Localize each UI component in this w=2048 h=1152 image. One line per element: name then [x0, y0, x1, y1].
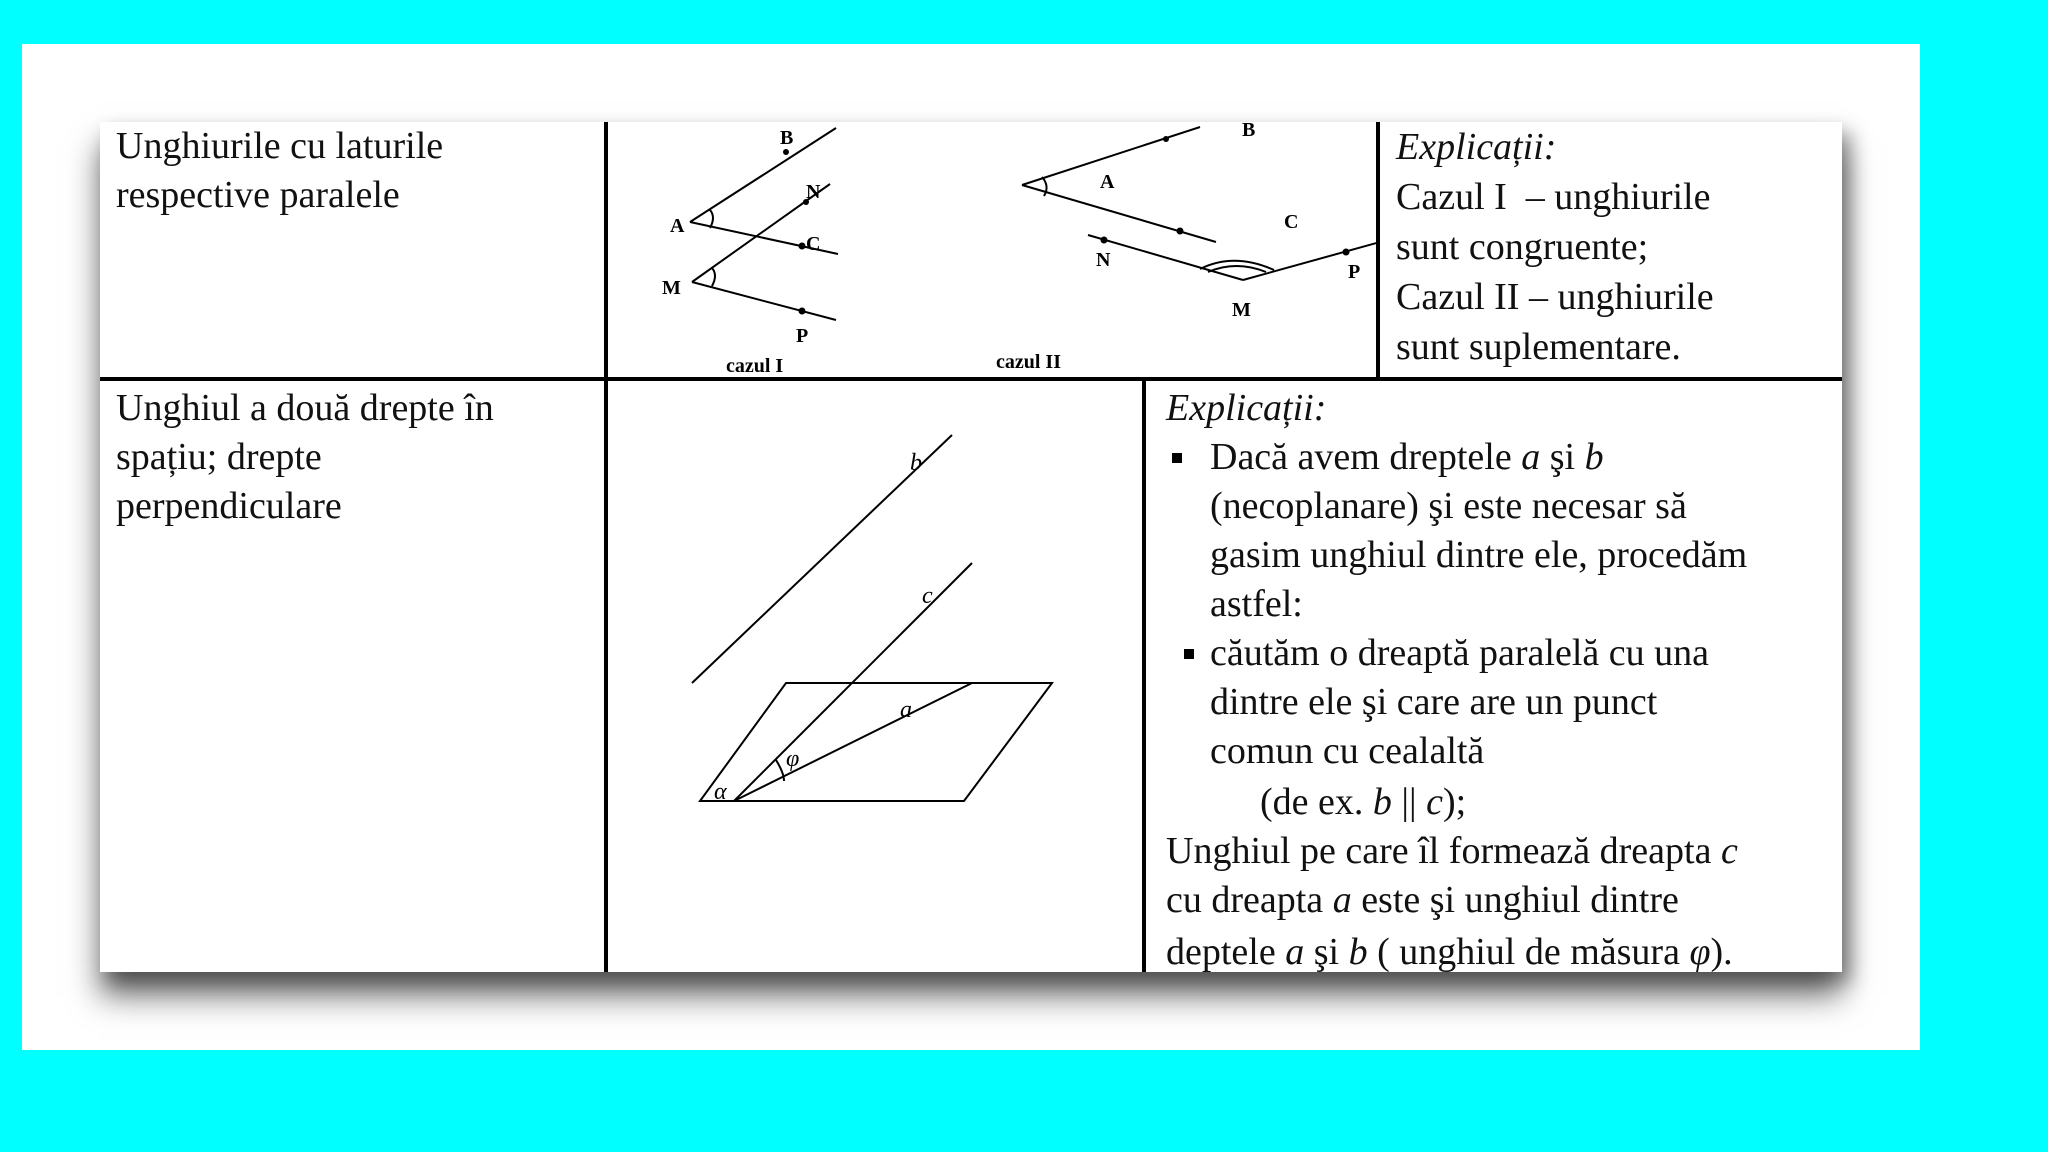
row2-bullet2-line1: căutăm o dreaptă paralelă cu una	[1210, 632, 1709, 674]
row1-title	[116, 122, 596, 220]
label-M2: M	[1232, 299, 1251, 321]
theorem-table	[100, 122, 1842, 972]
row1-explanation-line2: sunt congruente;	[1396, 226, 1649, 268]
row2-bullet2	[1166, 629, 1838, 827]
caption-case2: cazul II	[996, 351, 1061, 373]
skew-lines-figure	[608, 381, 1142, 972]
label-alpha: α	[714, 779, 727, 805]
label-B1: B	[780, 127, 794, 149]
case2-ray-MN	[1088, 235, 1243, 280]
label-C1: C	[806, 233, 821, 255]
case1-ray-AB	[690, 128, 836, 222]
label-N2: N	[1096, 249, 1111, 271]
row2-bullet1-line3: gasim unghiul dintre ele, procedăm	[1210, 534, 1748, 576]
row2-title-line2: spațiu; drepte	[116, 436, 322, 478]
row2-conclusion-line3: deptele a şi b ( unghiul de măsura φ).	[1166, 931, 1733, 973]
point-C2	[1177, 228, 1184, 235]
row2-title-line1: Unghiul a două drepte în	[116, 387, 494, 429]
row2-title-line3: perpendiculare	[116, 485, 342, 527]
row2-conclusion-line2: cu dreapta a este şi unghiul dintre	[1166, 879, 1679, 921]
row2-bullet2-line3: comun cu cealaltă	[1210, 730, 1485, 772]
case1-arc-M	[712, 268, 715, 286]
row1-explanation	[1396, 122, 1836, 372]
bullet-square-icon	[1172, 453, 1182, 463]
label-b: b	[910, 450, 922, 476]
point-B1	[783, 149, 789, 155]
row2-bullet1-line2: (necoplanare) şi este necesar să	[1210, 485, 1687, 527]
row2-bullet1	[1166, 433, 1838, 629]
row1-explanation-line1: Cazul I – unghiurile	[1396, 176, 1711, 218]
row2-bullet1-line1: Dacă avem dreptele a şi b	[1210, 436, 1604, 478]
label-P1: P	[796, 325, 809, 347]
col-divider-right-top	[1376, 122, 1380, 379]
point-P1	[799, 308, 806, 315]
point-C1	[799, 243, 806, 250]
label-A2: A	[1100, 171, 1115, 193]
row1-explanation-line3: Cazul II – unghiurile	[1396, 276, 1714, 318]
case1-ray-MP	[692, 282, 836, 320]
row2-bullet2-example: (de ex. b || c);	[1260, 781, 1467, 823]
case2-arc-A	[1042, 177, 1047, 196]
bullet-square-icon	[1184, 649, 1194, 659]
row2-explanation	[1166, 384, 1838, 977]
label-a: a	[900, 697, 912, 723]
label-phi: φ	[786, 746, 800, 772]
row2-conclusion-line1: Unghiul pe care îl formează dreapta c	[1166, 830, 1738, 872]
label-c: c	[922, 583, 933, 609]
label-C2: C	[1284, 211, 1299, 233]
row2-title	[116, 384, 596, 531]
case2-ray-AC	[1022, 185, 1216, 242]
row1-title-line2: respective paralele	[116, 174, 400, 216]
label-M1: M	[662, 277, 681, 299]
caption-case1: cazul I	[726, 355, 784, 377]
case1-arc-A	[710, 210, 713, 228]
row2-bullet2-line2: dintre ele şi care are un punct	[1210, 681, 1658, 723]
point-P2	[1343, 249, 1350, 256]
col-divider-right-bottom	[1142, 379, 1146, 972]
row1-explanation-line4: sunt suplementare.	[1396, 326, 1681, 368]
label-B2: B	[1242, 122, 1256, 141]
row2-explanation-heading: Explicații:	[1166, 387, 1327, 429]
row1-explanation-heading: Explicații:	[1396, 126, 1557, 168]
point-B2	[1163, 136, 1169, 142]
case2-arc-M2	[1208, 266, 1266, 272]
row2-bullet1-line4: astfel:	[1210, 583, 1303, 625]
row1-title-line1: Unghiurile cu laturile	[116, 125, 444, 167]
label-P2: P	[1348, 261, 1361, 283]
label-A1: A	[670, 215, 685, 237]
label-N1: N	[806, 181, 821, 203]
point-N2	[1101, 237, 1108, 244]
line-a	[734, 683, 972, 801]
parallel-sides-figure	[608, 122, 1376, 377]
